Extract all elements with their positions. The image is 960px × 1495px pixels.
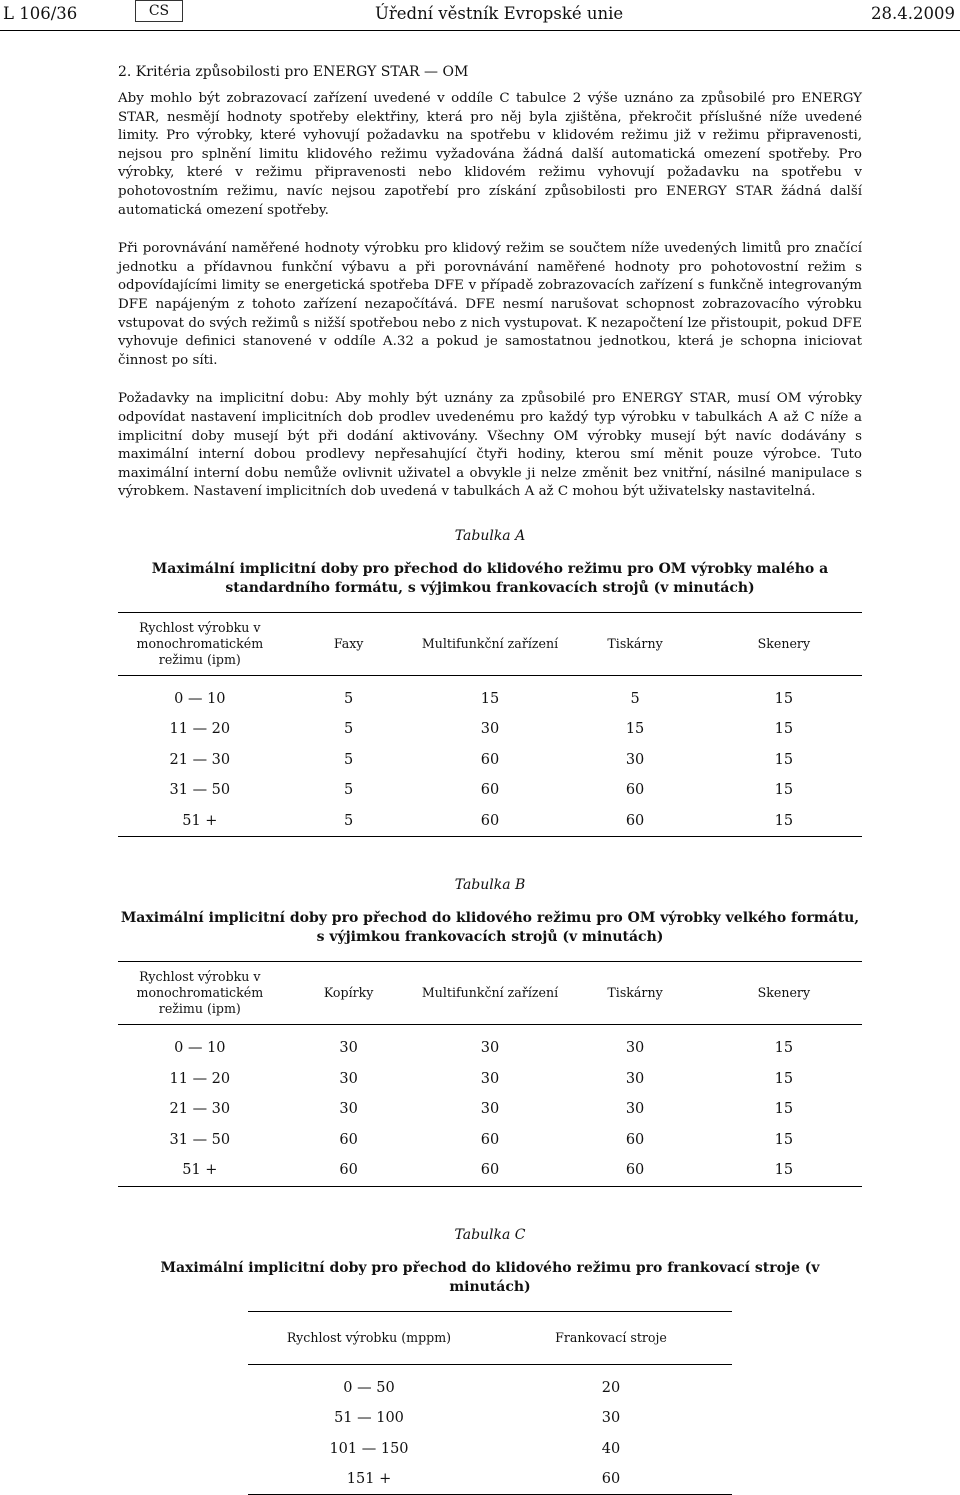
- table-cell: 31 — 50: [169, 782, 231, 799]
- table-a-caption: Tabulka A: [454, 527, 526, 544]
- table-cell: 60: [480, 751, 500, 768]
- table-cell: 60: [480, 812, 500, 829]
- table-cell: 15: [774, 1131, 794, 1148]
- table-c-caption: Tabulka C: [454, 1226, 526, 1243]
- column-header: Multifunkční zařízení: [421, 635, 559, 651]
- table-cell: 5: [344, 812, 354, 829]
- table-row: [248, 1403, 732, 1434]
- section-title: 2. Kritéria způsobilosti pro ENERGY STAR — OM: [118, 64, 469, 80]
- table-cell: 5: [344, 751, 354, 768]
- table-cell: 5: [344, 721, 354, 738]
- table-cell: 60: [625, 812, 645, 829]
- table-cell: 15: [774, 1101, 794, 1118]
- table-cell: 60: [480, 1131, 500, 1148]
- table-cell: 60: [480, 1162, 500, 1179]
- column-header: Rychlost výrobku (mppm): [286, 1329, 452, 1345]
- table-row: [118, 744, 862, 775]
- table-cell: 30: [625, 1070, 645, 1087]
- table-cell: 30: [339, 1101, 358, 1118]
- table-cell: 30: [625, 1040, 645, 1057]
- table-cell: 0 — 50: [343, 1379, 395, 1396]
- table-cell: 60: [625, 1162, 645, 1179]
- table-cell: 5: [344, 782, 354, 799]
- column-header: Faxy: [333, 635, 364, 651]
- table-cell: 15: [625, 721, 645, 738]
- table-cell: 0 — 10: [174, 690, 226, 707]
- table-row: [118, 775, 862, 806]
- table-cell: 0 — 10: [174, 1040, 226, 1057]
- table-row: [248, 1364, 732, 1403]
- table-row: [248, 1433, 732, 1464]
- table-cell: 30: [339, 1070, 358, 1087]
- table-cell: 60: [480, 782, 500, 799]
- table-cell: 60: [601, 1471, 621, 1488]
- page-header: [0, 0, 960, 32]
- table-cell: 11 — 20: [169, 1070, 231, 1087]
- table-header-row: [248, 1311, 732, 1364]
- journal-title: Úřední věstník Evropské unie: [375, 4, 624, 23]
- column-header: Skenery: [757, 635, 811, 651]
- column-header: Rychlost výrobku v monochromatickém režimu (ipm): [136, 969, 264, 1017]
- table-header-row: [118, 612, 862, 675]
- column-header: Frankovací stroje: [555, 1329, 667, 1345]
- column-header: Multifunkční zařízení: [421, 985, 559, 1001]
- table-cell: 30: [339, 1040, 358, 1057]
- table-row: [118, 714, 862, 745]
- table-cell: 30: [480, 1040, 500, 1057]
- table-cell: 5: [630, 690, 640, 707]
- table-row: [118, 675, 862, 714]
- table-b-title: Maximální implicitní doby pro přechod do klidového režimu pro OM výrobky velkého formátu, s výjimkou frankovacích strojů (v minutách): [120, 910, 860, 946]
- table-cell: 5: [344, 690, 354, 707]
- table-cell: 40: [601, 1440, 621, 1457]
- table-cell: 60: [339, 1162, 358, 1179]
- table-cell: 101 — 150: [329, 1440, 409, 1457]
- table-cell: 30: [601, 1409, 621, 1426]
- table-cell: 15: [774, 690, 794, 707]
- table-cell: 15: [774, 751, 794, 768]
- column-header: Rychlost výrobku v monochromatickém režimu (ipm): [136, 619, 264, 667]
- page-reference: L 106/36: [3, 4, 78, 23]
- table-cell: 15: [774, 812, 794, 829]
- table-cell: 15: [774, 1162, 794, 1179]
- table-cell: 21 — 30: [169, 751, 231, 768]
- table-cell: 151 +: [346, 1471, 392, 1488]
- table-c: [248, 1311, 732, 1495]
- table-cell: 30: [625, 1101, 645, 1118]
- table-cell: 51 +: [182, 1162, 218, 1179]
- table-c-title: Maximální implicitní doby pro přechod do klidového režimu pro frankovací stroje (v minutách): [160, 1259, 820, 1295]
- table-cell: 15: [774, 721, 794, 738]
- column-header: Tiskárny: [607, 985, 663, 1001]
- paragraph-default-delay: Požadavky na implicitní dobu: Aby mohly být uznány za způsobilé pro ENERGY STAR, musí OM výrobky odpovídat nastavení implicitních dob prodlev uvedenému pro každý typ výrobku v tabulkách A až C níže a implicitní doby musejí být při dodání aktivovány. Všechny OM výrobky musejí být navíc dodávány s maximální interní dobou prodlevy nepřesahující čtyři hodiny, kterou smí měnit pouze výrobce. Tuto maximální interní dobu nemůže ovlivnit uživatel a obvykle ji nelze změnit bez vnitřní, násilné manipulace s výrobkem. Nastavení implicitních dob uvedená v tabulkách A až C mohou být uživatelsky nastavitelná.: [118, 391, 862, 500]
- table-row: [118, 1025, 862, 1064]
- publication-date: 28.4.2009: [871, 4, 955, 23]
- table-cell: 11 — 20: [169, 721, 231, 738]
- table-row: [118, 806, 862, 837]
- table-cell: 20: [601, 1379, 621, 1396]
- table-b-caption: Tabulka B: [454, 877, 526, 894]
- table-cell: 30: [480, 1101, 500, 1118]
- table-cell: 51 +: [182, 812, 218, 829]
- document-body: [118, 64, 862, 1495]
- header-rule: [0, 30, 960, 31]
- table-row: [118, 1094, 862, 1125]
- table-cell: 30: [625, 751, 645, 768]
- table-cell: 60: [339, 1131, 358, 1148]
- table-cell: 60: [625, 1131, 645, 1148]
- table-header-row: [118, 962, 862, 1025]
- table-b: [118, 961, 862, 1186]
- table-row: [118, 1155, 862, 1186]
- table-cell: 30: [480, 721, 500, 738]
- language-badge: CS: [135, 0, 183, 22]
- paragraph-dfe: Při porovnávání naměřené hodnoty výrobku pro klidový režim se součtem níže uvedených limitů pro značící jednotku a přídavnou funkční výbavu a při porovnávání naměřené hodnoty pro pohotovostní režim s odpovídajícími limity se energetická spotřeba DFE v případě zobrazovacích zařízení s funkčně integrovaným DFE napájeným z tohoto zařízení nezapočítává. DFE nesmí narušovat schopnost zobrazovacího výrobku vstupovat do svých režimů s nižší spotřebou nebo z nich vystupovat. K nezapočtení lze přistoupit, pokud DFE vyhovuje definici stanovené v oddíle A.32 a pokud je samostatnou jednotkou, která je schopna iniciovat činnost po síti.: [118, 241, 862, 368]
- table-row: [118, 1063, 862, 1094]
- table-cell: 15: [480, 690, 500, 707]
- table-a-title: Maximální implicitní doby pro přechod do klidového režimu pro OM výrobky malého a standardního formátu, s výjimkou frankovacích strojů (v minutách): [151, 560, 829, 596]
- table-cell: 15: [774, 1040, 794, 1057]
- paragraph-eligibility: Aby mohlo být zobrazovací zařízení uvedené v oddíle C tabulce 2 výše uznáno za způsobilé pro ENERGY STAR, nesmějí hodnoty spotřeby elektřiny, která pro něj byla zjištěna, překročit příslušné níže uvedené limity. Pro výrobky, které vyhovují požadavku na spotřebu v klidovém režimu již v režimu připravenosti, nejsou pro splnění limitu klidového režimu vyžadována žádná další automatická omezení spotřeby. Pro výrobky, které v režimu připravenosti nebo klidovém režimu vyhovují požadavku na spotřebu v pohotovostním režimu, navíc nejsou zapotřebí pro získání způsobilosti pro ENERGY STAR žádná další automatická omezení spotřeby.: [118, 91, 862, 218]
- table-row: [118, 1124, 862, 1155]
- table-cell: 51 — 100: [334, 1409, 404, 1426]
- column-header: Kopírky: [323, 985, 374, 1001]
- column-header: Tiskárny: [607, 635, 663, 651]
- table-cell: 31 — 50: [169, 1131, 231, 1148]
- column-header: Skenery: [757, 985, 811, 1001]
- table-cell: 60: [625, 782, 645, 799]
- table-row: [248, 1464, 732, 1495]
- table-cell: 30: [480, 1070, 500, 1087]
- table-cell: 15: [774, 782, 794, 799]
- table-a: [118, 612, 862, 837]
- table-cell: 15: [774, 1070, 794, 1087]
- table-cell: 21 — 30: [169, 1101, 231, 1118]
